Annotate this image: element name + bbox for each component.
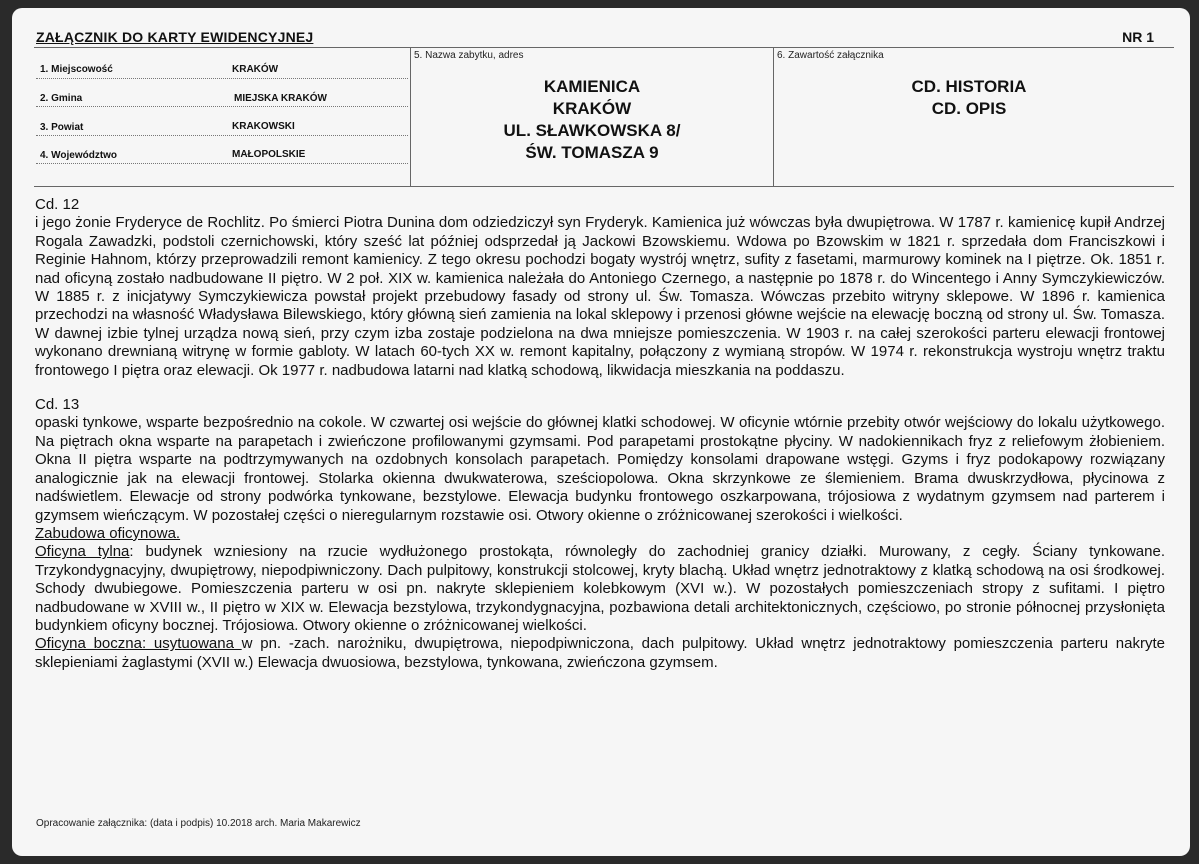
cd12-paragraph: i jego żonie Fryderyce de Rochlitz. Po śmierci Piotra Dunina dom odziedziczył syn Fryderyk. Kamienica już wówczas była dwupiętrowa. W 1787 r. kamienicę kupił Andrzej Rogala Zawadzki, podstoli czernichowski, który sześć lat później odsprzedał ją Jackowi Bzowskiemu. Wdowa po Bzowskim w 1821 r. sprzedała dom Franciszkowi i Reginie Hahnom, którzy przeprowadzili remont kamienicy. Z tego okresu pochodzi bogaty wystrój wnętrz, sufity z fasetami, marmurowy kominek na I piętrze. Ok. 1851 r. nad oficyną zostało nadbudowane II piętro. W 2 poł. XIX w. kamienica należała do Antoniego Czernego, a następnie po 1878 r. do Wincentego i Anny Symczykiewiczów. W 1885 r. z inicjatywy Symczykiewicza powstał projekt przebudowy fasady od strony ul. Św. Tomasza. Wówczas przebito witryny sklepowe. W 1896 r. kamienica przechodzi na własność Władysława Bilewskiego, który główną sień zamienia na lokal sklepowy i przenosi główne wejście na elewację boczną od strony ul. Św. Tomasza. W dawnej izbie tylnej urządza nową sień, przy czym izba zostaje podzielona na dwa mniejsze pomieszczenia. W 1903 r. na całej szerokości parteru elewacji frontowej wykonano drewnianą witrynę w formie gabloty. W latach 60-tych XX w. remont kapitalny, połączony z wymianą stropów. W 1974 r. rekonstrukcja wystroju wnętrz traktu frontowego I piętra oraz elewacji. Ok 1977 r. nadbudowa latarni nad klatką schodową, likwidacja mieszkania na poddaszu. [35, 214, 1165, 379]
header-rule [34, 47, 1174, 48]
field-value-powiat: KRAKOWSKI [232, 121, 295, 132]
card-title: ZAŁĄCZNIK DO KARTY EWIDENCYJNEJ [36, 29, 314, 45]
field-value-gmina: MIEJSKA KRAKÓW [234, 93, 327, 104]
oficyna-tylna-colon: : [129, 543, 146, 561]
box6-label: 6. Zawartość załącznika [777, 50, 884, 61]
card-number: NR 1 [1122, 29, 1154, 45]
field-label-miejscowosc: 1. Miejscowość [40, 64, 113, 75]
field-label-gmina: 2. Gmina [40, 93, 83, 104]
footer-author: Opracowanie załącznika: (data i podpis) 10.2018 arch. Maria Makarewicz [36, 818, 361, 829]
field-rule [36, 78, 408, 79]
cd12-label: Cd. 12 [35, 196, 80, 213]
cd13-label: Cd. 13 [35, 396, 80, 414]
oficyna-tylna-text: budynek wzniesiony na rzucie wydłużonego prostokąta, równoległy do zachodniej granicy działki. Murowany, z cegły. Ściany tynkowane. Trzykondygnacyjny, dwupiętrowy, niepodpiwniczony. Dach pulpitowy, konstrukcji stolcowej, kryty blachą. Układ wnętrz jednotraktowy z klatką schodową na osi środkowej. Schody dwubiegowe. Pomieszczenia parteru w osi pn. nakryte sklepieniem kolebkowym (XVI w.). W pozostałych pomieszczeniach stropy z sufitami. I piętro nadbudowane w XVIII w., II piętro w XIX w. Elewacja bezstylowa, trzykondygnacyjna, pozbawiona detali architektonicznych, częściowo, po stronie północnej przysłonięta budynkiem oficyny bocznej. Trójosiowa. Otwory okienne o zróżnicowanej wielkości. [35, 543, 1165, 634]
oficyna-boczna-label: Oficyna boczna: usytuowana [35, 635, 242, 653]
body-text [35, 196, 1165, 672]
attachment-contents [774, 76, 1164, 120]
contents-line: CD. HISTORIA [911, 77, 1027, 96]
zabudowa-heading: Zabudowa oficynowa. [35, 524, 181, 542]
field-rule [36, 106, 408, 107]
field-rule [36, 163, 408, 164]
field-rule [36, 135, 408, 136]
field-value-wojewodztwo: MAŁOPOLSKIE [232, 149, 306, 160]
box5-label: 5. Nazwa zabytku, adres [414, 50, 524, 61]
oficyna-tylna-label: Oficyna tylna [35, 543, 130, 561]
monument-name-address [412, 76, 772, 164]
oficyna-boczna-text: w pn. -zach. narożniku, dwupiętrowa, niepodpiwniczona, dach pulpitowy. Układ wnętrz jednotraktowy pomieszczenia parteru nakryte sklepieniami żaglastymi (XVII w.) Elewacja dwuosiowa, bezstylowa, tynkowana, zwieńczona gzymsem. [35, 635, 1165, 671]
monument-line: KAMIENICA [543, 77, 641, 96]
oficyna-tylna-paragraph [35, 543, 1165, 635]
monument-line: ŚW. TOMASZA 9 [525, 143, 659, 162]
divider-left [410, 47, 411, 187]
monument-line: KRAKÓW [552, 99, 632, 118]
field-label-powiat: 3. Powiat [40, 122, 84, 133]
field-label-wojewodztwo: 4. Województwo [40, 150, 118, 161]
header-bottom-rule [34, 186, 1174, 187]
oficyna-boczna-paragraph [35, 635, 1165, 672]
contents-line: CD. OPIS [931, 99, 1007, 118]
paragraph-gap [35, 380, 1165, 396]
cd13-paragraph: opaski tynkowe, wsparte bezpośrednio na cokole. W czwartej osi wejście do głównej klatki schodowej. W oficynie wtórnie przebity otwór wejściowy do lokalu użytkowego. Na piętrach okna wsparte na parapetach i zwieńczone profilowanymi gzymsami. Pod parapetami prostokątne płyciny. W nadokiennikach fryz z reliefowym żłobieniem. Okna II piętra wsparte na podtrzymywanych na ozdobnych konsolach parapetach. Pomiędzy konsolami drapowane wstęgi. Gzyms i fryz podokapowy rozwiązany analogicznie jak na elewacji frontowej. Stolarka okienna dwukwaterowa, sześciopolowa. Okna skrzynkowe ze ślemieniem. Brama dwuskrzydłowa, płycinowa z nadświetlem. Elewacje od strony podwórka tynkowane, bezstylowe. Elewacja budynku frontowego oszkarpowana, trójosiowa z wydatnym gzymsem nad parterem i gzymsem wieńczącym. W pozostałej części o nieregularnym rozstawie osi. Otwory okienne o zróżnicowanej szerokości i wielkości. [35, 414, 1165, 524]
monument-line: UL. SŁAWKOWSKA 8/ [503, 121, 681, 140]
field-value-miejscowosc: KRAKÓW [232, 64, 279, 75]
record-card [12, 8, 1190, 856]
